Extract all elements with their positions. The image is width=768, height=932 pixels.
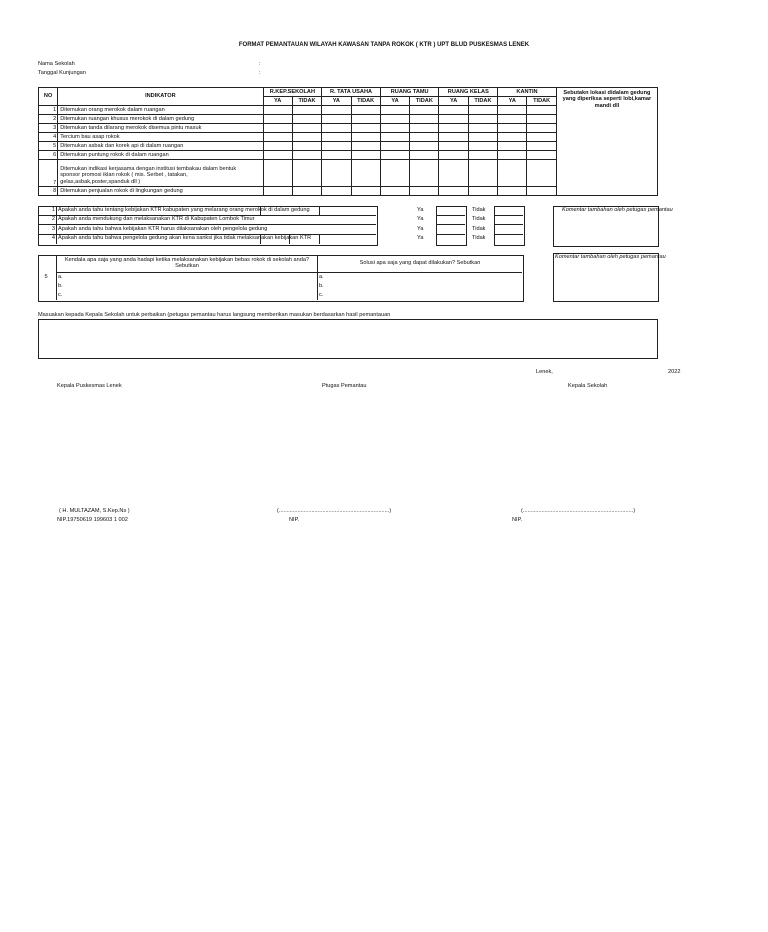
indicator-text: Ditemukan asbak dan korek api di dalam ruangan [58,142,263,151]
row-number: 7 [39,160,58,187]
head-nip: NIP.19750619 199603 1 002 [57,517,128,523]
officer-title: Ptugas Pemantau [322,383,367,389]
check-cell[interactable] [439,124,468,133]
check-cell[interactable] [410,115,439,124]
check-cell[interactable] [351,187,380,196]
question-text: Apakah anda mendukung dan melaksanakan KTR di Kabupaten Lombok Timur [58,216,255,222]
question-text: Apakah anda tahu tentang kebijakan KTR kabupaten yang melarang orang merokok di dalam gedung [58,207,310,213]
ya-label: Ya [417,235,424,241]
check-cell[interactable] [410,106,439,115]
check-cell[interactable] [292,106,321,115]
divider [56,255,57,300]
check-cell[interactable] [498,124,527,133]
question-text: Apakah anda tahu bahwa kebijakan KTR harus dilaksanakan oleh pengelola gedung [58,226,268,232]
check-cell[interactable] [527,151,556,160]
check-cell[interactable] [498,187,527,196]
question-text: Apakah anda tahu bahwa pengelola gedung akan kena sanksi jika tidak melaksanakan kebijakan KTR [58,235,312,241]
visit-date-colon: : [259,70,261,76]
check-cell[interactable] [498,133,527,142]
check-cell[interactable] [410,160,439,187]
tidak-header: TIDAK [527,97,556,106]
school-name-label: Nama Sekolah [38,61,75,67]
check-cell[interactable] [527,124,556,133]
item-label: a. [58,274,63,280]
tidak-header: TIDAK [468,97,497,106]
check-cell[interactable] [439,133,468,142]
check-cell[interactable] [263,106,292,115]
divider [436,234,465,235]
indicator-line: sponsor promosi iklan rokok ( mis. Serbet , tatakan, [60,172,188,179]
check-cell[interactable] [351,151,380,160]
check-cell[interactable] [498,106,527,115]
check-cell[interactable] [322,106,351,115]
indicator-text: Ditemukan puntung rokok di dalam ruangan [58,151,263,160]
check-cell[interactable] [322,133,351,142]
check-cell[interactable] [468,106,497,115]
check-cell[interactable] [322,151,351,160]
head-name: ( H. MULTAZAM, S.Kep.Ns ) [59,508,130,514]
indicator-text: Tercium bau asap rokok [58,133,263,142]
check-cell[interactable] [410,133,439,142]
check-cell[interactable] [468,160,497,187]
divider [56,272,522,273]
indicator-line: Ditemukan indikasi kerjasama dengan institusi tembakau dalam bentuk [60,165,237,172]
no-header: NO [39,88,58,106]
ya-checkbox-column[interactable] [436,206,467,246]
divider [317,255,318,300]
officer-nip: NIP. [289,517,300,523]
check-cell[interactable] [527,142,556,151]
check-cell[interactable] [439,142,468,151]
check-cell[interactable] [527,160,556,187]
check-cell[interactable] [351,106,380,115]
tidak-label: Tidak [472,226,486,232]
check-cell[interactable] [410,142,439,151]
check-cell[interactable] [322,160,351,187]
row-number: 6 [39,151,58,160]
ya-label: Ya [417,216,424,222]
check-cell[interactable] [527,187,556,196]
tidak-checkbox-column[interactable] [494,206,525,246]
check-cell[interactable] [351,142,380,151]
row-number: 1 [39,106,58,115]
school-name-colon: : [259,61,261,67]
check-cell[interactable] [498,115,527,124]
ya-label: Ya [417,226,424,232]
tidak-label: Tidak [472,207,486,213]
check-cell[interactable] [439,106,468,115]
constraints-question: Kendala apa saja yang anda hadapi ketika melaksanakan kebijakan bebas rokok di sekolah anda? Sebutkan [64,257,310,270]
comment-label: Komentar tambahan oleh petugas pemantau [555,254,666,260]
indicator-header: INDIKATOR [58,88,263,106]
check-cell[interactable] [322,187,351,196]
row-number: 1 [51,207,55,213]
row-number: 8 [39,187,58,196]
row-number: 4 [39,133,58,142]
divider [494,224,523,225]
tidak-header: TIDAK [410,97,439,106]
item-label: a. [319,274,324,280]
room-header: R.KEP.SEKOLAH [263,88,322,97]
row-number: 3 [39,124,58,133]
row-number: 5 [39,142,58,151]
indicator-text: Ditemukan tanda dilarang merokok disemua pintu masuk [58,124,263,133]
check-cell[interactable] [292,142,321,151]
check-cell[interactable] [351,115,380,124]
check-cell[interactable] [380,124,409,133]
divider [436,215,465,216]
headmaster-name-blank: (.......................................................................) [521,508,636,514]
check-cell[interactable] [468,133,497,142]
check-cell[interactable] [263,151,292,160]
ya-header: YA [498,97,527,106]
check-cell[interactable] [410,124,439,133]
check-cell[interactable] [439,187,468,196]
tidak-label: Tidak [472,235,486,241]
divider [38,224,376,225]
room-header: RUANG TAMU [380,88,439,97]
check-cell[interactable] [263,160,292,187]
room-header: KANTIN [498,88,557,97]
check-cell[interactable] [498,160,527,187]
ya-label: Ya [417,207,424,213]
row-number: 5 [44,274,48,280]
tidak-label: Tidak [472,216,486,222]
check-cell[interactable] [322,115,351,124]
row-number: 2 [51,216,55,222]
check-cell[interactable] [263,142,292,151]
ya-header: YA [263,97,292,106]
divider [56,206,57,244]
indicator-text: Ditemukan orang merokok dalam ruangan [58,106,263,115]
visit-date-label: Tanggal Kunjungan [38,70,86,76]
check-cell[interactable] [322,142,351,151]
solutions-question: Solusi apa saja yang dapat dilakukan? Sebutkan [359,260,481,266]
check-cell[interactable] [498,151,527,160]
item-label: b. [58,283,63,289]
check-cell[interactable] [527,133,556,142]
place-label: Lenek, [536,369,553,375]
row-number: 3 [51,226,55,232]
location-header: Sebutakn lokasi didalam gedung yang diperiksa seperti lobi,kamar mandi dll [556,88,657,196]
check-cell[interactable] [380,160,409,187]
feedback-box[interactable] [38,319,658,359]
tidak-header: TIDAK [292,97,321,106]
item-label: b. [319,283,324,289]
check-cell[interactable] [380,106,409,115]
check-cell[interactable] [468,124,497,133]
indicator-text [58,160,263,187]
comment-label: Komentar tambahan oleh petugas pemantau [562,207,673,213]
check-cell[interactable] [468,187,497,196]
headmaster-title: Kepala Sekolah [568,383,608,389]
check-cell[interactable] [380,115,409,124]
check-cell[interactable] [527,106,556,115]
ya-header: YA [439,97,468,106]
check-cell[interactable] [263,187,292,196]
check-cell[interactable] [263,124,292,133]
check-cell[interactable] [292,160,321,187]
year-label: 2022 [668,369,681,375]
divider [494,215,523,216]
check-cell[interactable] [380,187,409,196]
check-cell[interactable] [439,115,468,124]
check-cell[interactable] [292,115,321,124]
check-cell[interactable] [322,124,351,133]
divider [494,234,523,235]
check-cell[interactable] [468,151,497,160]
check-cell[interactable] [292,151,321,160]
check-cell[interactable] [292,124,321,133]
check-cell[interactable] [439,151,468,160]
check-cell[interactable] [468,115,497,124]
indicator-text: Ditemukan ruangan khusus merokok di dalam gedung [58,115,263,124]
row-number: 4 [51,235,55,241]
item-label: c. [58,292,63,298]
check-cell[interactable] [410,151,439,160]
ya-header: YA [322,97,351,106]
check-cell[interactable] [410,187,439,196]
indicator-line: gelas,asbak,poster,spanduk dll ) [60,178,141,185]
headmaster-nip: NIP. [512,517,523,523]
check-cell[interactable] [351,124,380,133]
check-cell[interactable] [380,142,409,151]
row-number: 2 [39,115,58,124]
check-cell[interactable] [468,142,497,151]
check-cell[interactable] [263,133,292,142]
check-cell[interactable] [351,160,380,187]
check-cell[interactable] [380,151,409,160]
page-title: FORMAT PEMANTAUAN WILAYAH KAWASAN TANPA ROKOK ( KTR ) UPT BLUD PUSKESMAS LENEK [238,42,530,48]
check-cell[interactable] [292,187,321,196]
check-cell[interactable] [380,133,409,142]
item-label: c. [319,292,324,298]
check-cell[interactable] [439,160,468,187]
check-cell[interactable] [527,115,556,124]
tidak-header: TIDAK [351,97,380,106]
divider [436,224,465,225]
indicator-text: Ditemukan penjualan rokok di lingkungan gedung [58,187,263,196]
room-header: RUANG KELAS [439,88,498,97]
divider [319,234,320,244]
check-cell[interactable] [263,115,292,124]
indicator-table [38,87,658,196]
divider [319,206,320,215]
head-puskesmas-title: Kepala Puskesmas Lenek [57,383,122,389]
check-cell[interactable] [292,133,321,142]
check-cell[interactable] [351,133,380,142]
check-cell[interactable] [498,142,527,151]
ya-header: YA [380,97,409,106]
officer-name-blank: (.......................................................................) [277,508,392,514]
feedback-label: Masuakan kepada Kepala Sekolah untuk perbaikan (petugas pemantau harus langsung memberikan masukan berdasarkan hasil pemantauan [38,312,391,318]
room-header: R. TATA USAHA [322,88,381,97]
